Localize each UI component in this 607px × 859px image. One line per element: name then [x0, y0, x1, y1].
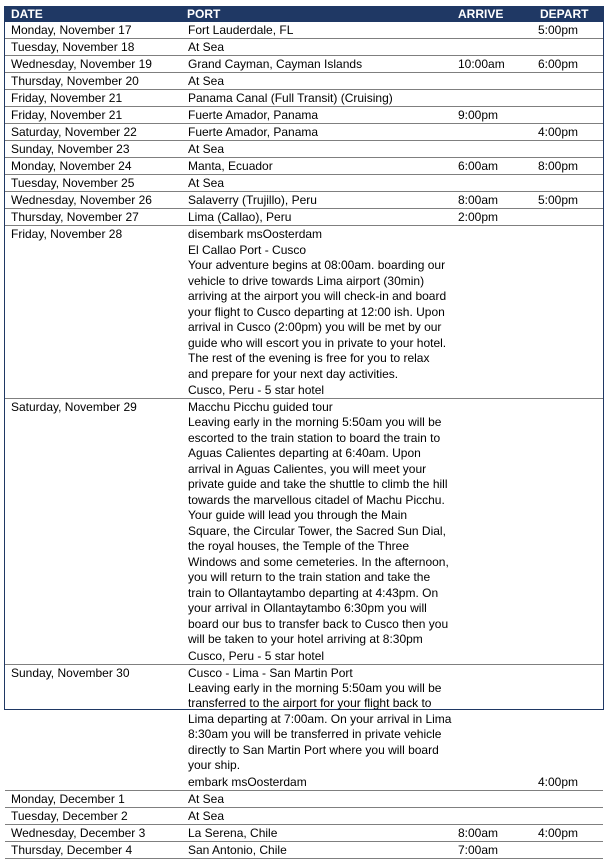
itinerary-table — [5, 7, 603, 859]
row-depart: 6:00pm — [532, 56, 603, 73]
table-row — [5, 22, 603, 39]
excursion-description: Your adventure begins at 08:00am. boarding our vehicle to drive towards Lima airport (30min) arriving at the airport you will check-in and board your flight to Cusco departing at 12:00 ish. Upon arrival in Cusco (2:00pm) you will be met by our guide who will escort you in private to your hotel. The rest of the evening is free for you to relax and prepare for your next day activities. — [188, 258, 447, 381]
row-date: Sunday, November 30 — [5, 664, 181, 790]
excursion-title: Macchu Picchu guided tour — [188, 400, 333, 414]
row-port: At Sea — [181, 141, 452, 158]
row-port: Lima (Callao), Peru — [181, 209, 452, 226]
hotel-note: Cusco, Peru - 5 star hotel — [188, 383, 325, 397]
row-depart: 8:00pm — [532, 158, 603, 175]
itinerary-frame — [4, 6, 604, 857]
header-port: PORT — [181, 7, 452, 22]
row-depart — [532, 39, 603, 56]
row-date: Wednesday, December 3 — [5, 824, 181, 841]
excursion-row-nov30 — [5, 664, 603, 790]
row-date: Tuesday, December 2 — [5, 807, 181, 824]
row-date: Monday, November 17 — [5, 22, 181, 39]
table-row — [5, 141, 603, 158]
row-arrive — [452, 73, 532, 90]
row-date: Monday, December 1 — [5, 790, 181, 807]
row-depart: 4:00pm — [532, 824, 603, 841]
row-depart — [532, 90, 603, 107]
row-port: At Sea — [181, 73, 452, 90]
excursion-row-nov28 — [5, 226, 603, 399]
embark-note: embark msOosterdam — [188, 774, 307, 789]
row-arrive — [452, 39, 532, 56]
row-date: Thursday, November 27 — [5, 209, 181, 226]
table-row — [5, 56, 603, 73]
row-date: Monday, November 24 — [5, 158, 181, 175]
row-date: Friday, November 21 — [5, 107, 181, 124]
row-arrive: 10:00am — [452, 56, 532, 73]
row-date: Wednesday, November 26 — [5, 192, 181, 209]
table-row — [5, 175, 603, 192]
row-date: Tuesday, November 25 — [5, 175, 181, 192]
row-arrive — [452, 807, 532, 824]
row-date: Sunday, November 23 — [5, 141, 181, 158]
excursion-details — [181, 664, 452, 790]
table-row — [5, 790, 603, 807]
row-depart — [532, 790, 603, 807]
row-arrive: 8:00am — [452, 824, 532, 841]
row-port: Salaverry (Trujillo), Peru — [181, 192, 452, 209]
table-row — [5, 841, 603, 858]
excursion-details — [181, 399, 452, 665]
row-depart: 5:00pm — [532, 22, 603, 39]
row-arrive — [452, 90, 532, 107]
row-port: San Antonio, Chile — [181, 841, 452, 858]
header-arrive: ARRIVE — [452, 7, 532, 22]
row-arrive — [452, 141, 532, 158]
row-port: Grand Cayman, Cayman Islands — [181, 56, 452, 73]
row-arrive: 2:00pm — [452, 209, 532, 226]
row-arrive — [452, 790, 532, 807]
excursion-title: El Callao Port - Cusco — [188, 243, 307, 257]
row-arrive — [452, 226, 532, 399]
excursion-description: Leaving early in the morning 5:50am you will be escorted to the train station to board the train to Aguas Calientes departing at 6:40am. Upon arrival in Aguas Calientes, you will meet your private guide and take the shuttle to climb the hill towards the marvellous citadel of Machu Picchu. Your guide will lead you through the Main Square, the Circular Tower, the Sacred Sun Dial, the royal houses, the Temple of the Three Windows and some cemeteries. In the afternoon, you will return to the train station and take the train to Ollantaytambo departing at 4:43pm. On your arrival in Ollantaytambo 6:30pm you will board our bus to transfer back to Cusco then you will be taken to your hotel arriving at 8:30pm — [188, 415, 449, 646]
row-arrive — [452, 22, 532, 39]
row-date: Friday, November 21 — [5, 90, 181, 107]
header-row — [5, 7, 603, 22]
row-date: Thursday, December 4 — [5, 841, 181, 858]
excursion-title: Cusco - Lima - San Martin Port — [188, 665, 353, 680]
row-port: Fuerte Amador, Panama — [181, 107, 452, 124]
row-arrive — [452, 664, 532, 790]
row-depart — [532, 226, 603, 399]
row-port: Manta, Ecuador — [181, 158, 452, 175]
row-arrive: 9:00pm — [452, 107, 532, 124]
row-port: At Sea — [181, 175, 452, 192]
row-depart: 4:00pm — [532, 124, 603, 141]
hotel-note: Cusco, Peru - 5 star hotel — [188, 648, 325, 663]
row-depart — [532, 664, 603, 790]
row-port: At Sea — [181, 39, 452, 56]
row-port: La Serena, Chile — [181, 824, 452, 841]
row-depart: 5:00pm — [532, 192, 603, 209]
disembark-note: disembark msOosterdam — [188, 227, 323, 241]
row-depart — [532, 841, 603, 858]
row-arrive — [452, 124, 532, 141]
row-date: Tuesday, November 18 — [5, 39, 181, 56]
table-row — [5, 192, 603, 209]
row-depart — [532, 807, 603, 824]
row-depart — [532, 107, 603, 124]
row-depart — [532, 399, 603, 665]
row-arrive: 7:00am — [452, 841, 532, 858]
table-row — [5, 824, 603, 841]
excursion-description: Leaving early in the morning 5:50am you will be transferred to the airport for your flight back to Lima departing at 7:00am. On your arrival in Lima 8:30am you will be transferred in private vehicle directly to San Martin Port where you will board your ship. — [188, 680, 452, 772]
table-row — [5, 807, 603, 824]
table-row — [5, 39, 603, 56]
excursion-row-nov29 — [5, 399, 603, 665]
embark-depart-time: 4:00pm — [538, 774, 579, 789]
table-row — [5, 209, 603, 226]
row-arrive — [452, 399, 532, 665]
row-depart — [532, 175, 603, 192]
row-depart — [532, 141, 603, 158]
row-date: Saturday, November 22 — [5, 124, 181, 141]
header-date: DATE — [5, 7, 181, 22]
row-port: At Sea — [181, 790, 452, 807]
row-depart — [532, 73, 603, 90]
row-port: Panama Canal (Full Transit) (Cruising) — [181, 90, 452, 107]
row-arrive: 8:00am — [452, 192, 532, 209]
row-date: Friday, November 28 — [5, 226, 181, 399]
row-port: Fuerte Amador, Panama — [181, 124, 452, 141]
table-row — [5, 158, 603, 175]
table-row — [5, 107, 603, 124]
row-date: Thursday, November 20 — [5, 73, 181, 90]
row-date: Saturday, November 29 — [5, 399, 181, 665]
row-port: Fort Lauderdale, FL — [181, 22, 452, 39]
row-date: Wednesday, November 19 — [5, 56, 181, 73]
table-row — [5, 90, 603, 107]
row-depart — [532, 209, 603, 226]
row-arrive — [452, 175, 532, 192]
table-row — [5, 124, 603, 141]
row-port: At Sea — [181, 807, 452, 824]
table-row — [5, 73, 603, 90]
row-arrive: 6:00am — [452, 158, 532, 175]
header-depart: DEPART — [532, 7, 603, 22]
excursion-details — [181, 226, 452, 399]
